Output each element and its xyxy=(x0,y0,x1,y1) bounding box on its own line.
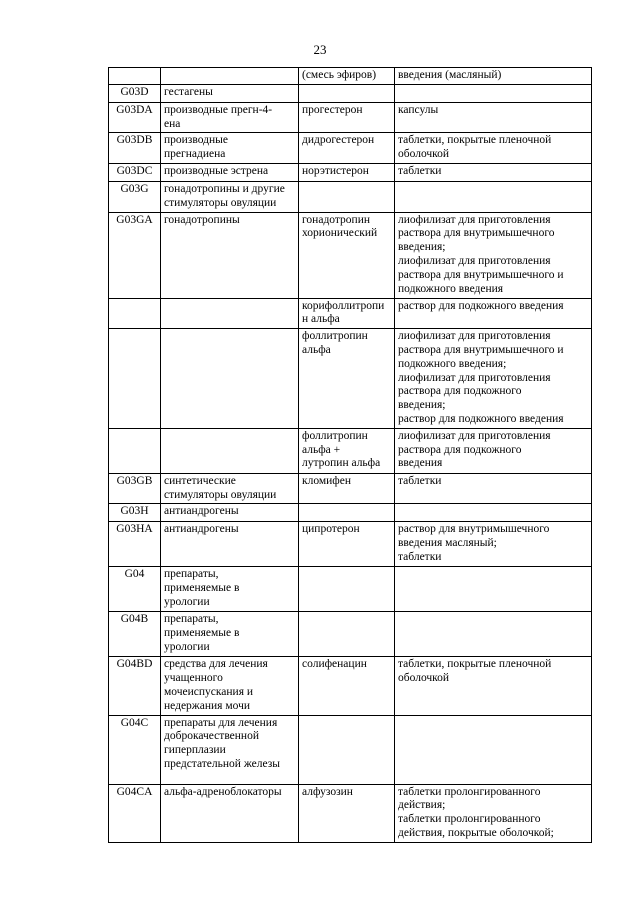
drug-name-cell: корифоллитропи н альфа xyxy=(299,298,395,329)
drug-name-cell: алфузозин xyxy=(299,784,395,842)
dosage-form-cell: лиофилизат для приготовления раствора для подкожного введения xyxy=(395,428,592,473)
atc-code-cell: G03GA xyxy=(109,212,161,298)
group-name-cell: препараты, применяемые в урологии xyxy=(161,567,299,612)
atc-code-cell: G03D xyxy=(109,84,161,102)
drug-name-cell: фоллитропин альфа + лутропин альфа xyxy=(299,428,395,473)
drug-name-cell: дидрогестерон xyxy=(299,133,395,164)
table-row xyxy=(109,329,592,429)
drug-name-cell: гонадотропин хорионический xyxy=(299,212,395,298)
atc-code-cell: G04 xyxy=(109,567,161,612)
drug-name-cell: фоллитропин альфа xyxy=(299,329,395,429)
dosage-form-cell xyxy=(395,84,592,102)
table-row xyxy=(109,212,592,298)
atc-code-cell: G04B xyxy=(109,612,161,657)
dosage-form-cell xyxy=(395,181,592,212)
group-name-cell: производные прегн-4- ена xyxy=(161,102,299,133)
group-name-cell xyxy=(161,329,299,429)
dosage-form-cell: таблетки, покрытые пленочной оболочкой xyxy=(395,657,592,715)
page-number: 23 xyxy=(313,42,327,57)
group-name-cell: синтетические стимуляторы овуляции xyxy=(161,473,299,504)
dosage-form-cell xyxy=(395,567,592,612)
dosage-form-cell: таблетки, покрытые пленочной оболочкой xyxy=(395,133,592,164)
atc-code-cell: G04BD xyxy=(109,657,161,715)
drug-name-cell: норэтистерон xyxy=(299,163,395,181)
group-name-cell: гестагены xyxy=(161,84,299,102)
table-row xyxy=(109,657,592,715)
group-name-cell: антиандрогены xyxy=(161,522,299,567)
table-row xyxy=(109,522,592,567)
table-row xyxy=(109,612,592,657)
dosage-form-cell: таблетки xyxy=(395,163,592,181)
table-row xyxy=(109,504,592,522)
drug-name-cell xyxy=(299,84,395,102)
table-row xyxy=(109,84,592,102)
dosage-form-cell: таблетки xyxy=(395,473,592,504)
dosage-form-cell: капсулы xyxy=(395,102,592,133)
dosage-form-cell xyxy=(395,715,592,784)
group-name-cell: производные эстрена xyxy=(161,163,299,181)
atc-code-cell xyxy=(109,428,161,473)
atc-code-cell xyxy=(109,298,161,329)
atc-code-cell: G04C xyxy=(109,715,161,784)
table-row xyxy=(109,163,592,181)
dosage-form-cell: лиофилизат для приготовления раствора для внутримышечного введения; лиофилизат для приготовления раствора для внутримышечного и подкожного введения xyxy=(395,212,592,298)
drug-name-cell xyxy=(299,612,395,657)
dosage-form-cell: раствор для подкожного введения xyxy=(395,298,592,329)
table-row xyxy=(109,102,592,133)
drug-name-cell xyxy=(299,567,395,612)
atc-code-cell: G03DB xyxy=(109,133,161,164)
atc-code-cell: G03GB xyxy=(109,473,161,504)
drug-name-cell: солифенацин xyxy=(299,657,395,715)
group-name-cell: производные прегнадиена xyxy=(161,133,299,164)
atc-code-cell xyxy=(109,329,161,429)
table-row xyxy=(109,715,592,784)
table-row xyxy=(109,298,592,329)
dosage-form-cell: лиофилизат для приготовления раствора для внутримышечного и подкожного введения; лиофилизат для приготовления раствора для подкожного введения; раствор для подкожного введения xyxy=(395,329,592,429)
group-name-cell: препараты, применяемые в урологии xyxy=(161,612,299,657)
atc-code-cell: G03H xyxy=(109,504,161,522)
drug-name-cell xyxy=(299,181,395,212)
atc-code-cell xyxy=(109,68,161,85)
table-row xyxy=(109,784,592,842)
table-header-continuation-row xyxy=(109,68,592,85)
drug-name-cell xyxy=(299,715,395,784)
dosage-form-cell: раствор для внутримышечного введения масляный; таблетки xyxy=(395,522,592,567)
atc-code-cell: G04CA xyxy=(109,784,161,842)
drug-name-cell: (смесь эфиров) xyxy=(299,68,395,85)
group-name-cell xyxy=(161,428,299,473)
table-row xyxy=(109,567,592,612)
atc-code-cell: G03DC xyxy=(109,163,161,181)
group-name-cell xyxy=(161,298,299,329)
group-name-cell: средства для лечения учащенного мочеиспускания и недержания мочи xyxy=(161,657,299,715)
dosage-form-cell xyxy=(395,612,592,657)
atc-code-cell: G03HA xyxy=(109,522,161,567)
atc-code-cell: G03G xyxy=(109,181,161,212)
dosage-form-cell xyxy=(395,504,592,522)
group-name-cell: препараты для лечения доброкачественной гиперплазии предстательной железы xyxy=(161,715,299,784)
drug-name-cell xyxy=(299,504,395,522)
drug-classification-table xyxy=(108,67,592,843)
table-row xyxy=(109,181,592,212)
table-row xyxy=(109,473,592,504)
group-name-cell: гонадотропины xyxy=(161,212,299,298)
atc-code-cell: G03DA xyxy=(109,102,161,133)
group-name-cell xyxy=(161,68,299,85)
table-row xyxy=(109,428,592,473)
drug-name-cell: ципротерон xyxy=(299,522,395,567)
group-name-cell: альфа-адреноблокаторы xyxy=(161,784,299,842)
drug-name-cell: кломифен xyxy=(299,473,395,504)
group-name-cell: гонадотропины и другие стимуляторы овуляции xyxy=(161,181,299,212)
drug-name-cell: прогестерон xyxy=(299,102,395,133)
dosage-form-cell: введения (масляный) xyxy=(395,68,592,85)
table-row xyxy=(109,133,592,164)
group-name-cell: антиандрогены xyxy=(161,504,299,522)
dosage-form-cell: таблетки пролонгированного действия; таблетки пролонгированного действия, покрытые оболочкой; xyxy=(395,784,592,842)
